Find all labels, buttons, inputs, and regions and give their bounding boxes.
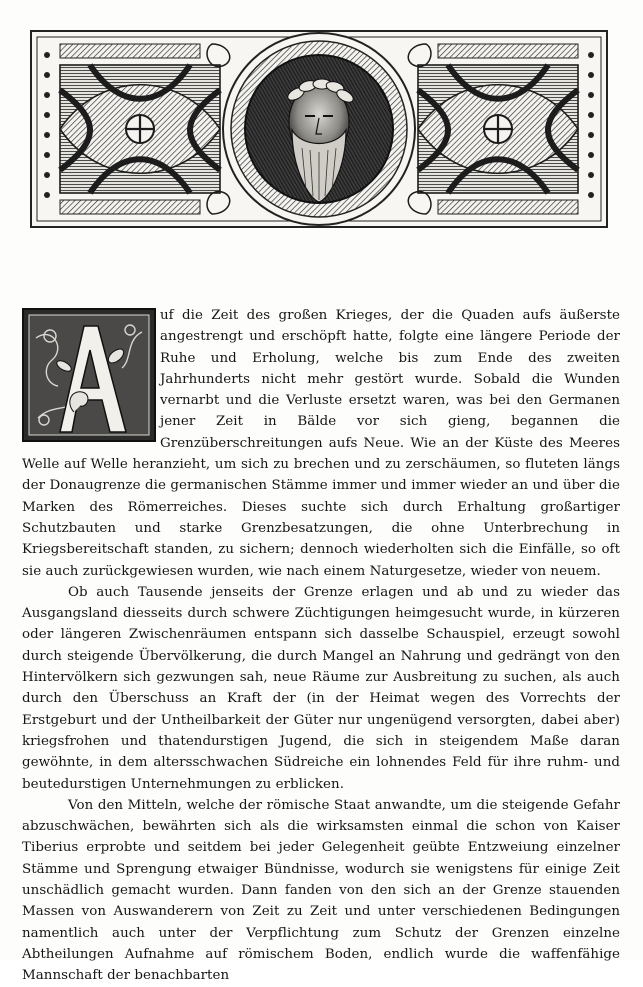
paragraph-3 <box>22 795 620 987</box>
paragraph-2-text: Ob auch Tausende jenseits der Grenze erlagen und ab und zu wieder das Ausgangsland diesseits durch schwere Züchtigungen heimgesucht wurde, in kürzeren oder längeren Zwischenräumen entspann sich dasselbe Schauspiel, erzeugt sowohl durch steigende Übervölkerung, die durch Mangel an Nahrung und gedrängt von den Hintervölkern sich gezwungen sah, neue Räume zur Ausbreitung zu suchen, als auch durch den Überschuss an Kraft der (in der Heimat wegen des Vorrechts der Erstgeburt und der Untheilbarkeit der Güter nur ungenügend versorgten, dabei aber) kriegsfrohen und thatendurstigen Jugend, die sich in steigendem Maße daran gewöhnte, in dem altersschwachen Südreiche ein lohnendes Feld für ihre ruhm- und beutedurstigen Unternehmungen zu erblicken. <box>22 584 620 792</box>
body-text <box>22 305 620 987</box>
paragraph-1-text: uf die Zeit des großen Krieges, der die Quaden aufs äußerste angestrengt und erschöpft hatte, folgte eine längere Periode der Ruhe und Erholung, welche bis zum Ende des zweiten Jahrhunderts nicht mehr gestört wurde. Sobald die Wunden vernarbt und die Verluste ersetzt waren, was bei den Germanen jener Zeit in Bälde vor sich gieng, begannen die Grenzüberschreitungen aufs Neue. Wie an der Küste des Meeres Welle auf Welle heranzieht, um sich zu brechen und zu zerschäumen, so fluteten längs der Donaugrenze die germanischen Stämme immer und immer wieder an und über die Marken des Römerreiches. Dieses suchte sich durch Erhaltung großartiger Schutzbauten und starke Grenzbesatzungen, die ohne Unterbrechung in Kriegsbereitschaft standen, zu sichern; dennoch wiederholten sich die Einfälle, so oft sie auch zurückgewiesen wurden, wie nach einem Naturgesetze, wieder von neuem. <box>22 308 620 579</box>
right-knotwork <box>418 65 578 193</box>
portrait-medallion <box>223 33 415 225</box>
ornamental-header-banner <box>30 30 608 228</box>
drop-cap-initial <box>22 308 156 442</box>
left-knotwork <box>60 65 220 193</box>
paragraph-2 <box>22 582 620 795</box>
paragraph-1 <box>22 305 620 582</box>
header-engraving <box>30 30 608 228</box>
paragraph-3-text: Von den Mitteln, welche der römische Staat anwandte, um die steigende Gefahr abzuschwächen, bewährten sich als die wirksamsten einmal die schon von Kaiser Tiberius erprobte und seitdem bei jeder Gelegenheit geübte Entzweiung einzelner Stämme und Sprengung etwaiger Bündnisse, wodurch sie wenigstens für einige Zeit unschädlich gemacht wurden. Dann fanden von den sich an der Grenze stauenden Massen von Auswanderern von Zeit zu Zeit und unter verschiedenen Bedingungen namentlich auch unter der Verpflichtung zum Schutz der Grenzen einzelne Abtheilungen Aufnahme auf römischem Boden, endlich wurde die waffenfähige Mannschaft der benachbarten <box>22 797 620 984</box>
